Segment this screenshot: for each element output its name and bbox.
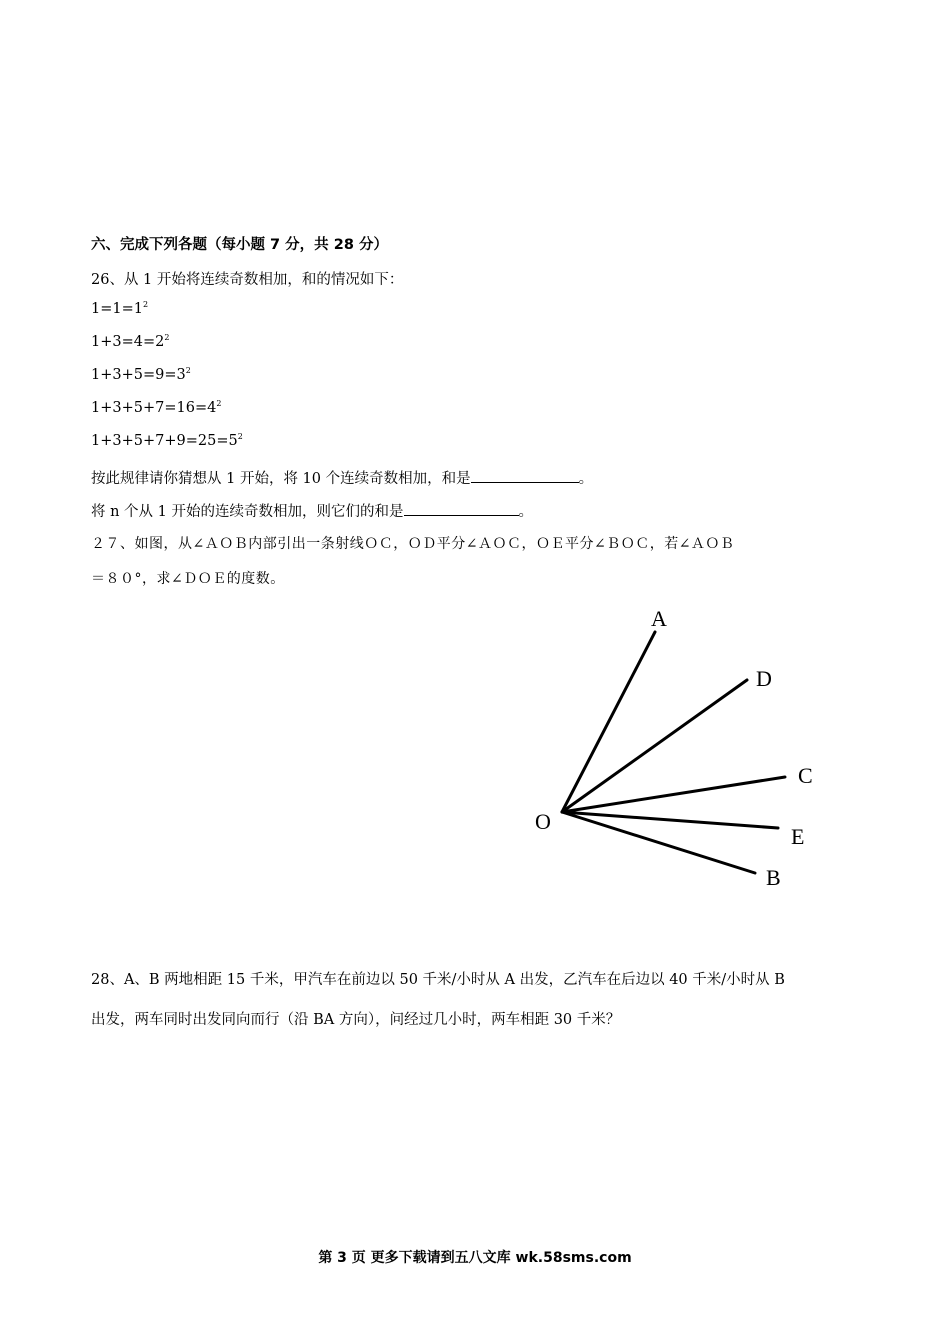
- q26-row-1-expr: 1=1=1: [91, 301, 143, 317]
- q26-intro: 26、从 1 开始将连续奇数相加，和的情况如下：: [91, 272, 404, 288]
- ray-oa: [562, 632, 655, 812]
- q27-line-2: ＝８０°，求∠ＤＯＥ的度数。: [91, 571, 285, 587]
- label-o: O: [535, 809, 551, 834]
- q26-question-1-end: 。: [578, 471, 594, 487]
- q26-row-1-exp: 2: [142, 300, 149, 310]
- label-a: A: [651, 606, 667, 631]
- q27-line-1: ２７、如图，从∠ＡＯＢ内部引出一条射线ＯＣ，ＯＤ平分∠ＡＯＣ，ＯＥ平分∠ＢＯＣ，若∠ＡＯＢ: [91, 536, 735, 552]
- answer-blank-2[interactable]: [404, 502, 519, 516]
- q26-row-5-expr: 1+3+5+7+9=25=5: [91, 433, 238, 449]
- q26-row-1: [91, 301, 148, 317]
- q26-question-1-text: 按此规律请你猜想从 1 开始，将 10 个连续奇数相加，和是: [91, 471, 471, 487]
- page-footer[interactable]: 第 3 页 更多下载请到五八文库 wk.58sms.com: [318, 1250, 632, 1266]
- q26-question-2-text: 将 n 个从 1 开始的连续奇数相加，则它们的和是: [91, 504, 404, 520]
- q26-row-4-exp: 2: [216, 399, 222, 409]
- q26-row-3: [91, 367, 191, 383]
- q26-row-2-expr: 1+3=4=2: [91, 334, 165, 350]
- q26-row-2: [91, 334, 169, 350]
- angle-diagram: [520, 600, 840, 885]
- ray-ob: [562, 812, 755, 873]
- q26-row-5: [91, 433, 243, 449]
- q26-row-2-exp: 2: [164, 333, 170, 343]
- answer-blank-1[interactable]: [471, 469, 579, 483]
- q26-question-1: [91, 467, 593, 488]
- label-c: C: [798, 763, 813, 788]
- label-d: D: [756, 666, 772, 691]
- q26-question-2: [91, 500, 533, 521]
- ray-od: [562, 680, 747, 812]
- q26-row-3-exp: 2: [185, 366, 191, 376]
- q28-line-2: 出发，两车同时出发同向而行（沿 BA 方向），问经过几小时，两车相距 30 千米？: [91, 1012, 621, 1028]
- q28-line-1: 28、A、B 两地相距 15 千米，甲汽车在前边以 50 千米/小时从 A 出发，乙汽车在后边以 40 千米/小时从 B: [91, 972, 785, 988]
- label-b: B: [766, 865, 781, 885]
- q26-row-4: [91, 400, 221, 416]
- label-e: E: [791, 824, 805, 849]
- q26-row-4-expr: 1+3+5+7=16=4: [91, 400, 217, 416]
- q26-question-2-end: 。: [518, 504, 533, 520]
- section-heading: 六、完成下列各题（每小题 7 分，共 28 分）: [91, 237, 388, 253]
- ray-oe: [562, 812, 778, 828]
- q26-row-5-exp: 2: [237, 432, 243, 442]
- ray-oc: [562, 777, 785, 812]
- q26-row-3-expr: 1+3+5=9=3: [91, 367, 186, 383]
